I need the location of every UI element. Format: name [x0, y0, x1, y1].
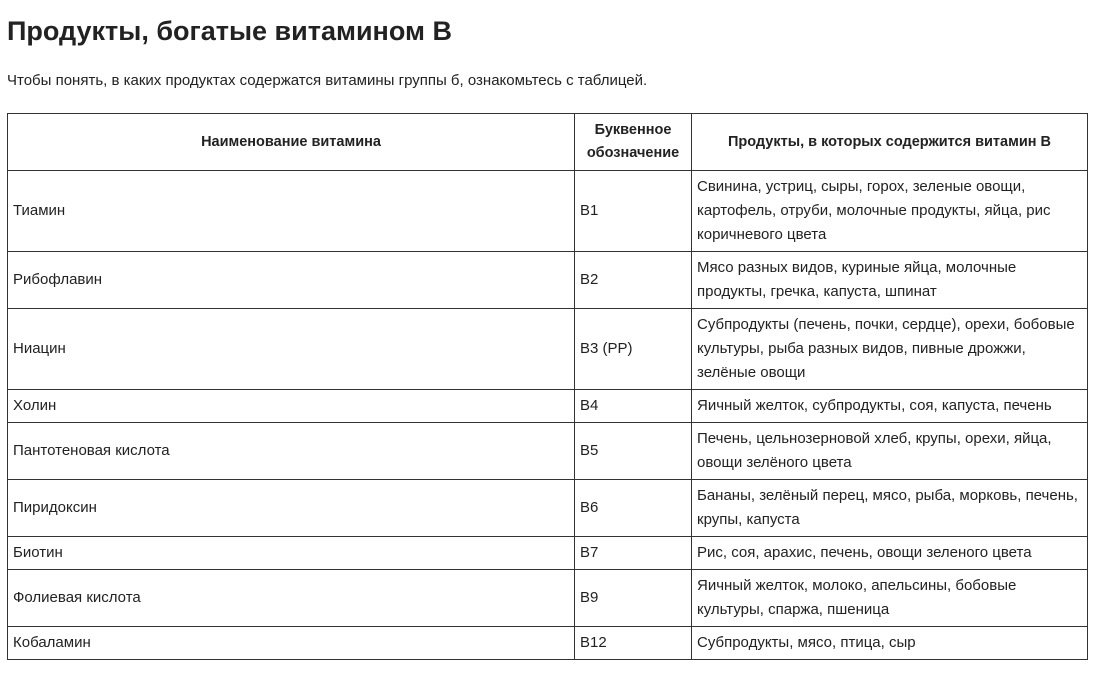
vitamin-name: Кобаламин: [8, 627, 575, 660]
table-header-row: [8, 114, 1088, 171]
vitamin-products: Яичный желток, молоко, апельсины, бобовые культуры, спаржа, пшеница: [692, 570, 1088, 627]
header-letter-code: Буквенное обозначение: [575, 114, 692, 171]
table-row: [8, 390, 1088, 423]
vitamin-name: Фолиевая кислота: [8, 570, 575, 627]
vitamin-code: В12: [575, 627, 692, 660]
vitamin-code: В3 (РР): [575, 309, 692, 390]
vitamin-code: В5: [575, 423, 692, 480]
vitamin-name: Пиридоксин: [8, 480, 575, 537]
vitamin-products: Бананы, зелёный перец, мясо, рыба, морковь, печень, крупы, капуста: [692, 480, 1088, 537]
vitamin-code: В6: [575, 480, 692, 537]
vitamin-products: Субпродукты (печень, почки, сердце), орехи, бобовые культуры, рыба разных видов, пивные дрожжи, зелёные овощи: [692, 309, 1088, 390]
vitamin-table: [7, 113, 1088, 660]
vitamin-products: Свинина, устриц, сыры, горох, зеленые овощи, картофель, отруби, молочные продукты, яйца, рис коричневого цвета: [692, 171, 1088, 252]
vitamin-products: Рис, соя, арахис, печень, овощи зеленого цвета: [692, 537, 1088, 570]
vitamin-products: Мясо разных видов, куриные яйца, молочные продукты, гречка, капуста, шпинат: [692, 252, 1088, 309]
vitamin-name: Тиамин: [8, 171, 575, 252]
vitamin-code: В4: [575, 390, 692, 423]
vitamin-name: Рибофлавин: [8, 252, 575, 309]
table-row: [8, 423, 1088, 480]
article: [7, 0, 1087, 651]
table-row: [8, 570, 1088, 627]
table-row: [8, 252, 1088, 309]
table-row: [8, 171, 1088, 252]
vitamin-products: Яичный желток, субпродукты, соя, капуста, печень: [692, 390, 1088, 423]
vitamin-name: Биотин: [8, 537, 575, 570]
vitamin-code: В7: [575, 537, 692, 570]
vitamin-products: Печень, цельнозерновой хлеб, крупы, орехи, яйца, овощи зелёного цвета: [692, 423, 1088, 480]
vitamin-products: Субпродукты, мясо, птица, сыр: [692, 627, 1088, 660]
table-row: [8, 309, 1088, 390]
vitamin-code: В2: [575, 252, 692, 309]
vitamin-code: В9: [575, 570, 692, 627]
header-products: Продукты, в которых содержится витамин В: [692, 114, 1088, 171]
header-vitamin-name: Наименование витамина: [8, 114, 575, 171]
page-title: Продукты, богатые витамином В: [7, 16, 452, 46]
vitamin-name: Ниацин: [8, 309, 575, 390]
vitamin-name: Холин: [8, 390, 575, 423]
table-row: [8, 537, 1088, 570]
vitamin-code: В1: [575, 171, 692, 252]
table-row: [8, 627, 1088, 660]
intro-text: Чтобы понять, в каких продуктах содержатся витамины группы б, ознакомьтесь с таблицей.: [7, 72, 648, 89]
table-row: [8, 480, 1088, 537]
vitamin-name: Пантотеновая кислота: [8, 423, 575, 480]
